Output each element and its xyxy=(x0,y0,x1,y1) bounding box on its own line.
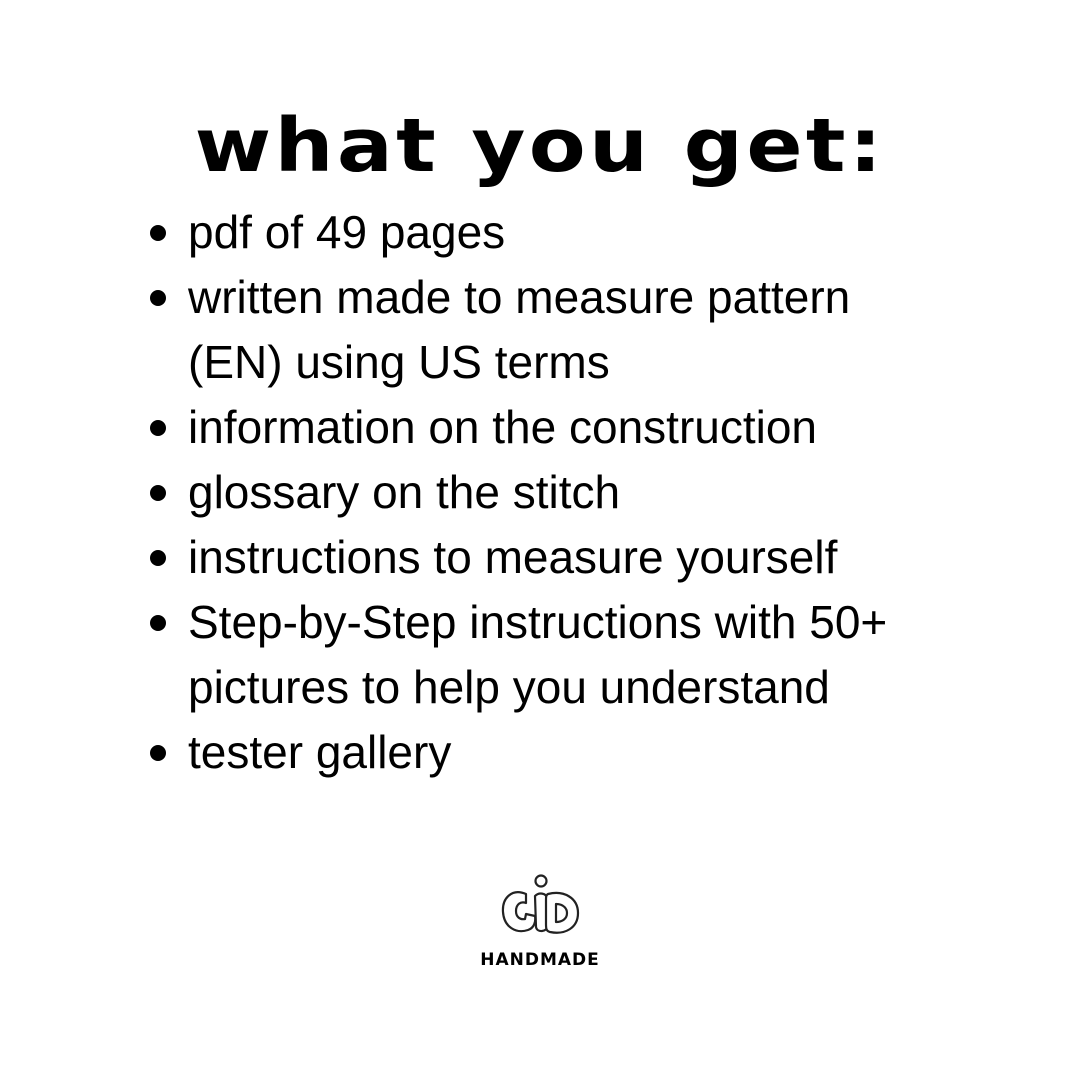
bullet-icon xyxy=(150,290,166,306)
list-item-text: glossary on the stitch xyxy=(188,466,621,518)
gid-bubble-letters-logo-icon xyxy=(490,872,590,944)
list-item xyxy=(142,460,1042,525)
list-item-text: pdf of 49 pages xyxy=(188,206,506,258)
feature-list xyxy=(142,200,1042,785)
list-item xyxy=(142,720,1042,785)
brand-name: HANDMADE xyxy=(480,950,600,970)
bullet-icon xyxy=(150,550,166,566)
bullet-icon xyxy=(150,745,166,761)
list-item xyxy=(142,265,1042,395)
list-item-text: instructions to measure yourself xyxy=(188,531,838,583)
logo-text: GiD xyxy=(539,942,541,943)
bullet-icon xyxy=(150,615,166,631)
list-item xyxy=(142,525,1042,590)
bullet-icon xyxy=(150,420,166,436)
list-item xyxy=(142,395,1042,460)
list-item xyxy=(142,200,1042,265)
list-item-text: Step-by-Step instructions with 50+ pictures to help you understand xyxy=(188,596,888,713)
list-item-text: information on the construction xyxy=(188,401,818,453)
bullet-icon xyxy=(150,225,166,241)
list-item xyxy=(142,590,1042,720)
list-item-text: tester gallery xyxy=(188,726,452,778)
bullet-icon xyxy=(150,485,166,501)
page-title: what you get: xyxy=(194,103,886,189)
list-item-text: written made to measure pattern (EN) using US terms xyxy=(188,271,851,388)
